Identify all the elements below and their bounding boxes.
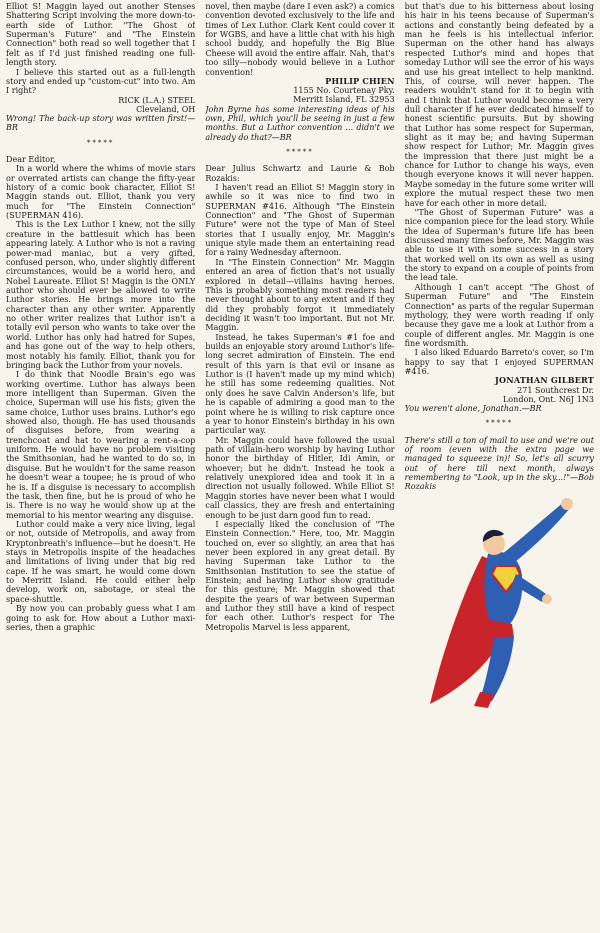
signature-city: Cleveland, OH [136, 104, 196, 114]
letter-paragraph: In "The Einstein Connection" Mr. Maggin entered an area of fiction that's not usually explored in detail—villains having heroes. This is probably something most readers had never thought about to any extent and if they did they probably forgot it immediately deciding it wasn't too important. But not Mr. Maggin. [205, 257, 395, 333]
letter-paragraph: "The Ghost of Superman Future" was a nice companion piece for the lead story. While the idea of Superman's future life has been discussed many times before, Mr. Maggin was able to use it with some success in a story that worked well on its own as well as using the story to expand on a couple of points from the lead tale. [404, 207, 594, 283]
letter-paragraph: Instead, he takes Superman's #1 foe and builds an enjoyable story around Luthor's life-long secret admiration of Einstein. The end result of this yarn is that evil or insane as Luthor is (I haven't made up my mind which) he still has some redeeming qualities. Not only does he save Calvin Anderson's life, but he is capable of admiring a good man to the point where he is willing to risk capture once a year to honor Einstein's birthday in his own particular way. [205, 332, 395, 436]
letter-paragraph: By now you can probably guess what I am going to ask for. How about a Luthor maxi-series, then a graphic [6, 604, 196, 632]
editor-reply: You weren't alone, Jonathan.—BR [404, 404, 542, 414]
signature-address-line: Merritt Island, FL 32953 [293, 95, 395, 105]
signature-address-line: 271 Southcrest Dr. [517, 385, 594, 395]
section-divider-stars: ***** [286, 148, 314, 157]
letter-paragraph: Luthor could make a very nice living, legal or not, outside of Metropolis, and away from Kryptonbreath's influence—but he doesn't. He stays in Metropolis inspite of the headaches and limitations of living under that big red cape. If he was smart, he would come down to Merritt Island. He could either help develop, work on, sabotage, or steal the space-shuttle. [6, 519, 196, 604]
section-divider-stars: ***** [86, 138, 115, 147]
raised-arm [502, 502, 570, 566]
signature-block [205, 77, 394, 105]
signature-name: RICK (L.A.) STEEL [118, 95, 196, 105]
letter-paragraph: I also liked Eduardo Barreto's cover, so I'm happy to say that I enjoyed SUPERMAN #416. [404, 348, 594, 377]
superman-flying-illustration [424, 496, 574, 711]
letter-paragraph: Although I can't accept "The Ghost of Superman Future" and "The Einstein Connection" as parts of the regular Superman mythology, they were worth reading if only because they gave me a look at Luthor from a couple of different angles. Mr. Maggin is one fine wordsmith. [404, 282, 594, 348]
letter-continuation-paragraph: I believe this started out as a full-length story and ended up "custom-cut" into two. Am I right? [6, 67, 196, 96]
letter-paragraph: In a world where the whims of movie stars or overrated artists can change the fifty-year history of a comic book character, Elliot S! Maggin stands out. Elliot, thank you very much for "The Einstein Connection" (SUPERMAN 416). [6, 164, 196, 221]
lower-fist [542, 594, 552, 604]
letter-salutation: Dear Julius Schwartz and Laurie & Bob Rozakis: [205, 164, 395, 183]
letter-continuation-paragraph: Elliot S! Maggin layed out another Stenses Shattering Script involving the more down-to-earth side of Luthor. "The Ghost of Superman's Future" and "The Einstein Connection" both read so well together that I felt as if I'd just finished reading one full-length story. [6, 2, 196, 68]
letter-paragraph: I especially liked the conclusion of "The Einstein Connection." Here, too, Mr. Maggin touched on, ever so slightly, an area that has never been explored in any great detail. By having Superman take Luthor to the Smithsonian Institution to see the statue of Einstein; and having Luthor show gratitude for this gesture; Mr. Maggin showed that despite the years of war between Superman and Luthor they still have a kind of respect for each other. Luthor's respect for The Metropolis Marvel is less apparent, [205, 519, 395, 632]
letter-continuation-paragraph: but that's due to his bitterness about losing his hair in his teens because of Superman's actions and constantly being defeated by a man he feels is his intellectual inferior. Superman on the other hand has always respected Luthor's mind and hopes that someday Luthor will see the error of his ways and use his great intellect to help mankind. This, of course, will never happen. The readers wouldn't stand for it to begin with and I think that Luthor would become a very dull character if he ever dedicated himself to honest scientific pursuits. But by showing that Luthor has some respect for Superman, slight as it may be; and having Superman show respect for Luthor; Mr. Maggin gives the impression that there just might be a chance for Luthor to change his ways, even though everyone knows it will never happen. Maybe someday in the future some writer will explore the mutual respect these two men have for each other in more detail. [404, 2, 594, 208]
signature-block [6, 96, 195, 115]
illustration-container [405, 496, 594, 711]
editor-reply: Wrong! The back-up story was written first!—BR [6, 114, 196, 133]
letter-paragraph: I do think that Noodle Brain's ego was working overtime. Luthor has always been more intelligent than Superman. Given the choice, Superman will use his fists; given the same choice, Luthor uses brains. Luthor's ego showed also, though. He has used thousands of disguises before, from wearing a trenchcoat and hat to wearing a rent-a-cop uniform. He would have no problem visiting the Smithsonian, had he wanted to do so, in disguise. But he wouldn't for the same reason he doesn't wear a toupee; he is proud of who he is. If a disguise is necessary to accomplish the task, then fine, but he is proud of who he is. There is no way he would show up at the memorial to his mentor wearing any disguise. [6, 370, 196, 520]
section-divider-stars: ***** [485, 419, 514, 428]
signature-address-line: London, Ont. N6J 1N3 [502, 394, 594, 404]
column-1 [6, 2, 195, 933]
editor-reply: John Byrne has some interesting ideas of his own, Phil, which you'll be seeing in just a few months. But a Luthor convention ... didn't we already do that?—BR [205, 104, 395, 142]
signature-name: PHILIP CHIEN [325, 75, 395, 86]
boots [474, 692, 494, 708]
raised-fist [561, 498, 573, 510]
signature-address-line: 1155 No. Courtenay Pky. [293, 86, 395, 96]
letter-paragraph: This is the Lex Luthor I knew, not the silly creature in the battlesuit which has been appearing lately. A Luthor who is not a raving power-mad maniac, but a very gifted, confused person, who, under slightly different circumstances, would be a world hero, and Nobel Laureate. Elliot S! Maggin is the ONLY author who should ever be allowed to write Luthor stories. He brings more into the character than any other writer. Apparently no other writer realizes that Luthor isn't a totally evil person who wants to take over the world. Luthor has only had hatred for Supes, and has gone out of the way to help others, most notably his family. Elliot, thank you for bringing back the Luthor from your novels. [6, 220, 196, 370]
letter-paragraph: I haven't read an Elliot S! Maggin story in awhile so it was nice to find two in SUPERMAN #416. Although "The Einstein Connection" and "The Ghost of Superman Future" were not the type of Man of Steel stories that I usually enjoy, Mr. Maggin's unique style made them an entertaining read for a rainy Wednesday afternoon. [205, 182, 395, 258]
letter-paragraph: Mr. Maggin could have followed the usual path of villain-hero worship by having Luthor honor the birthday of Hitler, Idi Amin, or whoever; but he didn't. Instead he took a relatively unexplored idea and took it in a direction not usually followed. While Elliot S! Maggin stories have never been what I would call classics, they are fresh and entertaining enough to be just darn good fun to read. [205, 435, 395, 520]
letter-salutation: Dear Editor, [6, 154, 56, 164]
signature-block [405, 376, 594, 404]
letter-continuation-paragraph: novel, then maybe (dare I even ask?) a comics convention devoted exclusively to the life and times of Lex Luthor. Clark Kent could cover it for WGBS, and have a little chat with his high school buddy, and hopefully the Big Blue Cheese will avoid the entire affair. Nah, that's too silly—nobody would believe in a Luthor convention! [205, 2, 395, 77]
column-3 [405, 2, 594, 933]
signature-name: JONATHAN GILBERT [495, 375, 594, 386]
column-2 [205, 2, 394, 933]
closing-editor-note: There's still a ton of mail to use and we're out of room (even with the extra page we managed to squeeze in)! So, let's all scurry out of here till next month, always remembering to "Look, up in the sky...!"—Bob Rozakis [404, 435, 594, 492]
